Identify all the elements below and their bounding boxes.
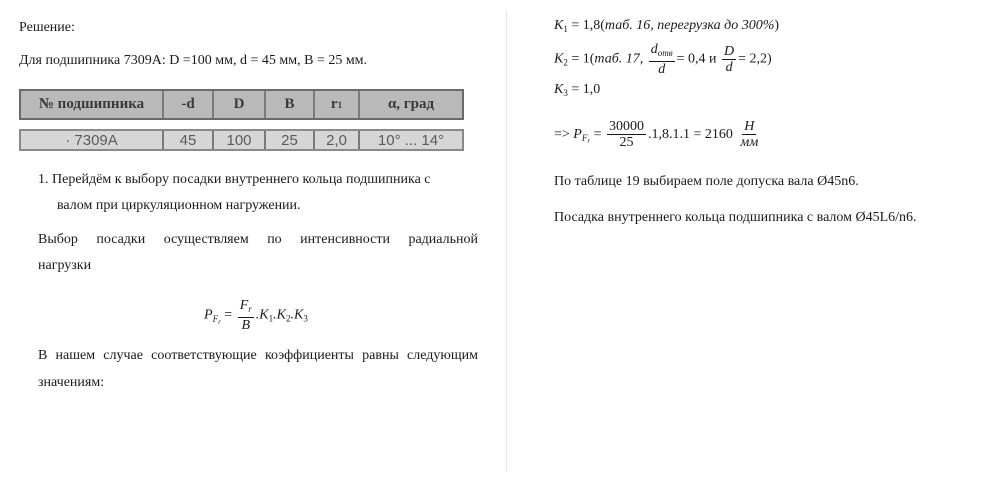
paragraph-line1: Выбор посадки осуществляем по интенсивности радиальной bbox=[38, 232, 478, 247]
intensity-formula: $P_{F_r}$ = $\frac{F_r}{B}$ $.K_1.K_2.K_3$ bbox=[204, 298, 308, 333]
right-page bbox=[508, 0, 1000, 481]
formula-k2-sub: 2 bbox=[285, 313, 291, 324]
k2-symbol: K bbox=[554, 51, 564, 67]
table-cell: 25 bbox=[266, 131, 315, 149]
tolerance-line: По таблице 19 выбираем поле допуска вала Ø45n6. bbox=[554, 174, 859, 189]
k2-value: = 1( bbox=[567, 51, 595, 67]
step1-line2: валом при циркуляционном нагружении. bbox=[57, 198, 301, 213]
formula-k2: .K bbox=[273, 307, 286, 323]
result-eq: = bbox=[590, 127, 605, 142]
table-cell: 2,0 bbox=[315, 131, 360, 149]
formula-den: B bbox=[241, 318, 251, 333]
bearing-table bbox=[19, 89, 464, 151]
result-arrow: => bbox=[554, 127, 574, 142]
result-den: 25 bbox=[619, 135, 634, 151]
step1-line1: 1. Перейдём к выбору посадки внутреннего кольца подшипника с bbox=[38, 172, 431, 187]
formula-p-subsub: r bbox=[218, 317, 221, 326]
result-formula bbox=[554, 117, 762, 159]
k2-frac1-den: d bbox=[658, 62, 666, 77]
k3-value: = 1,0 bbox=[567, 82, 601, 97]
k2-mid: = 0,4 и bbox=[676, 51, 717, 67]
fit-line: Посадка внутреннего кольца подшипника с валом Ø45L6/n6. bbox=[554, 210, 917, 225]
table-header-cell: № подшипника bbox=[21, 91, 164, 118]
table-header-r-sub: 1 bbox=[337, 99, 343, 110]
table-cell: 100 bbox=[214, 131, 266, 149]
table-gap bbox=[19, 120, 464, 129]
result-p: P bbox=[573, 127, 582, 142]
k2-fraction-2 bbox=[722, 44, 736, 75]
k2-end: = 2,2) bbox=[738, 51, 772, 67]
table-header-row bbox=[19, 89, 464, 120]
result-fraction bbox=[607, 119, 646, 150]
k2-frac2-num: D bbox=[724, 44, 735, 59]
formula-num-sub: r bbox=[248, 304, 252, 314]
k2-frac1-num-sub: отв bbox=[657, 48, 673, 58]
formula-k1-sub: 1 bbox=[268, 313, 274, 324]
result-unit-num: Н bbox=[744, 119, 755, 135]
table-header-cell: -d bbox=[164, 91, 214, 118]
formula-p-sub: F bbox=[212, 313, 219, 324]
k2-fraction-1 bbox=[649, 42, 675, 77]
k3-line bbox=[554, 82, 600, 101]
coefficients-line1: В нашем случае соответствующие коэффициенты равны следующим bbox=[38, 348, 478, 363]
k1-line bbox=[554, 18, 779, 37]
result-value: .1,8.1.1 = 2160 bbox=[648, 127, 733, 142]
table-header-cell: B bbox=[266, 91, 315, 118]
result-unit-den: мм bbox=[740, 135, 759, 151]
k2-line bbox=[554, 42, 772, 80]
bearing-parameters: Для подшипника 7309А: D =100 мм, d = 45 мм, B = 25 мм. bbox=[19, 53, 368, 68]
table-header-r: r bbox=[330, 96, 338, 112]
formula-num: F bbox=[239, 298, 249, 313]
table-header-cell: α, град bbox=[387, 96, 435, 112]
k3-sub: 3 bbox=[563, 88, 568, 98]
k1-symbol: K bbox=[554, 18, 564, 33]
result-num: 30000 bbox=[609, 119, 644, 135]
formula-fraction bbox=[238, 298, 254, 333]
table-header-cell: D bbox=[214, 91, 266, 118]
coefficients-line2: значениям: bbox=[38, 375, 105, 390]
k2-sub: 2 bbox=[563, 57, 568, 68]
k2-frac1-num: d bbox=[650, 42, 658, 57]
k1-close: ) bbox=[774, 18, 780, 33]
k1-reference: таб. 16, перегрузка до 300% bbox=[604, 18, 775, 33]
k1-sub: 1 bbox=[563, 24, 568, 34]
table-cell: · 7309А bbox=[21, 131, 164, 149]
result-unit bbox=[738, 119, 760, 150]
formula-k3: .K bbox=[290, 307, 304, 323]
page-divider bbox=[506, 10, 507, 472]
result-p-sub: F bbox=[581, 133, 588, 143]
k1-value: = 1,8( bbox=[567, 18, 605, 33]
k2-reference: таб. 17, bbox=[594, 51, 644, 67]
k3-symbol: K bbox=[554, 82, 564, 97]
table-cell: 10° ... 14° bbox=[377, 131, 445, 149]
paragraph-line2: нагрузки bbox=[38, 258, 92, 273]
k2-frac2-den: d bbox=[725, 60, 733, 75]
table-header-cell bbox=[315, 91, 360, 118]
solution-heading: Решение: bbox=[19, 20, 75, 35]
formula-p: P bbox=[204, 307, 213, 323]
table-cell: 45 bbox=[164, 131, 214, 149]
result-p-subsub: r bbox=[587, 137, 591, 145]
formula-k1: .K bbox=[255, 307, 269, 323]
table-row bbox=[19, 129, 464, 151]
formula-k3-sub: 3 bbox=[303, 313, 308, 324]
